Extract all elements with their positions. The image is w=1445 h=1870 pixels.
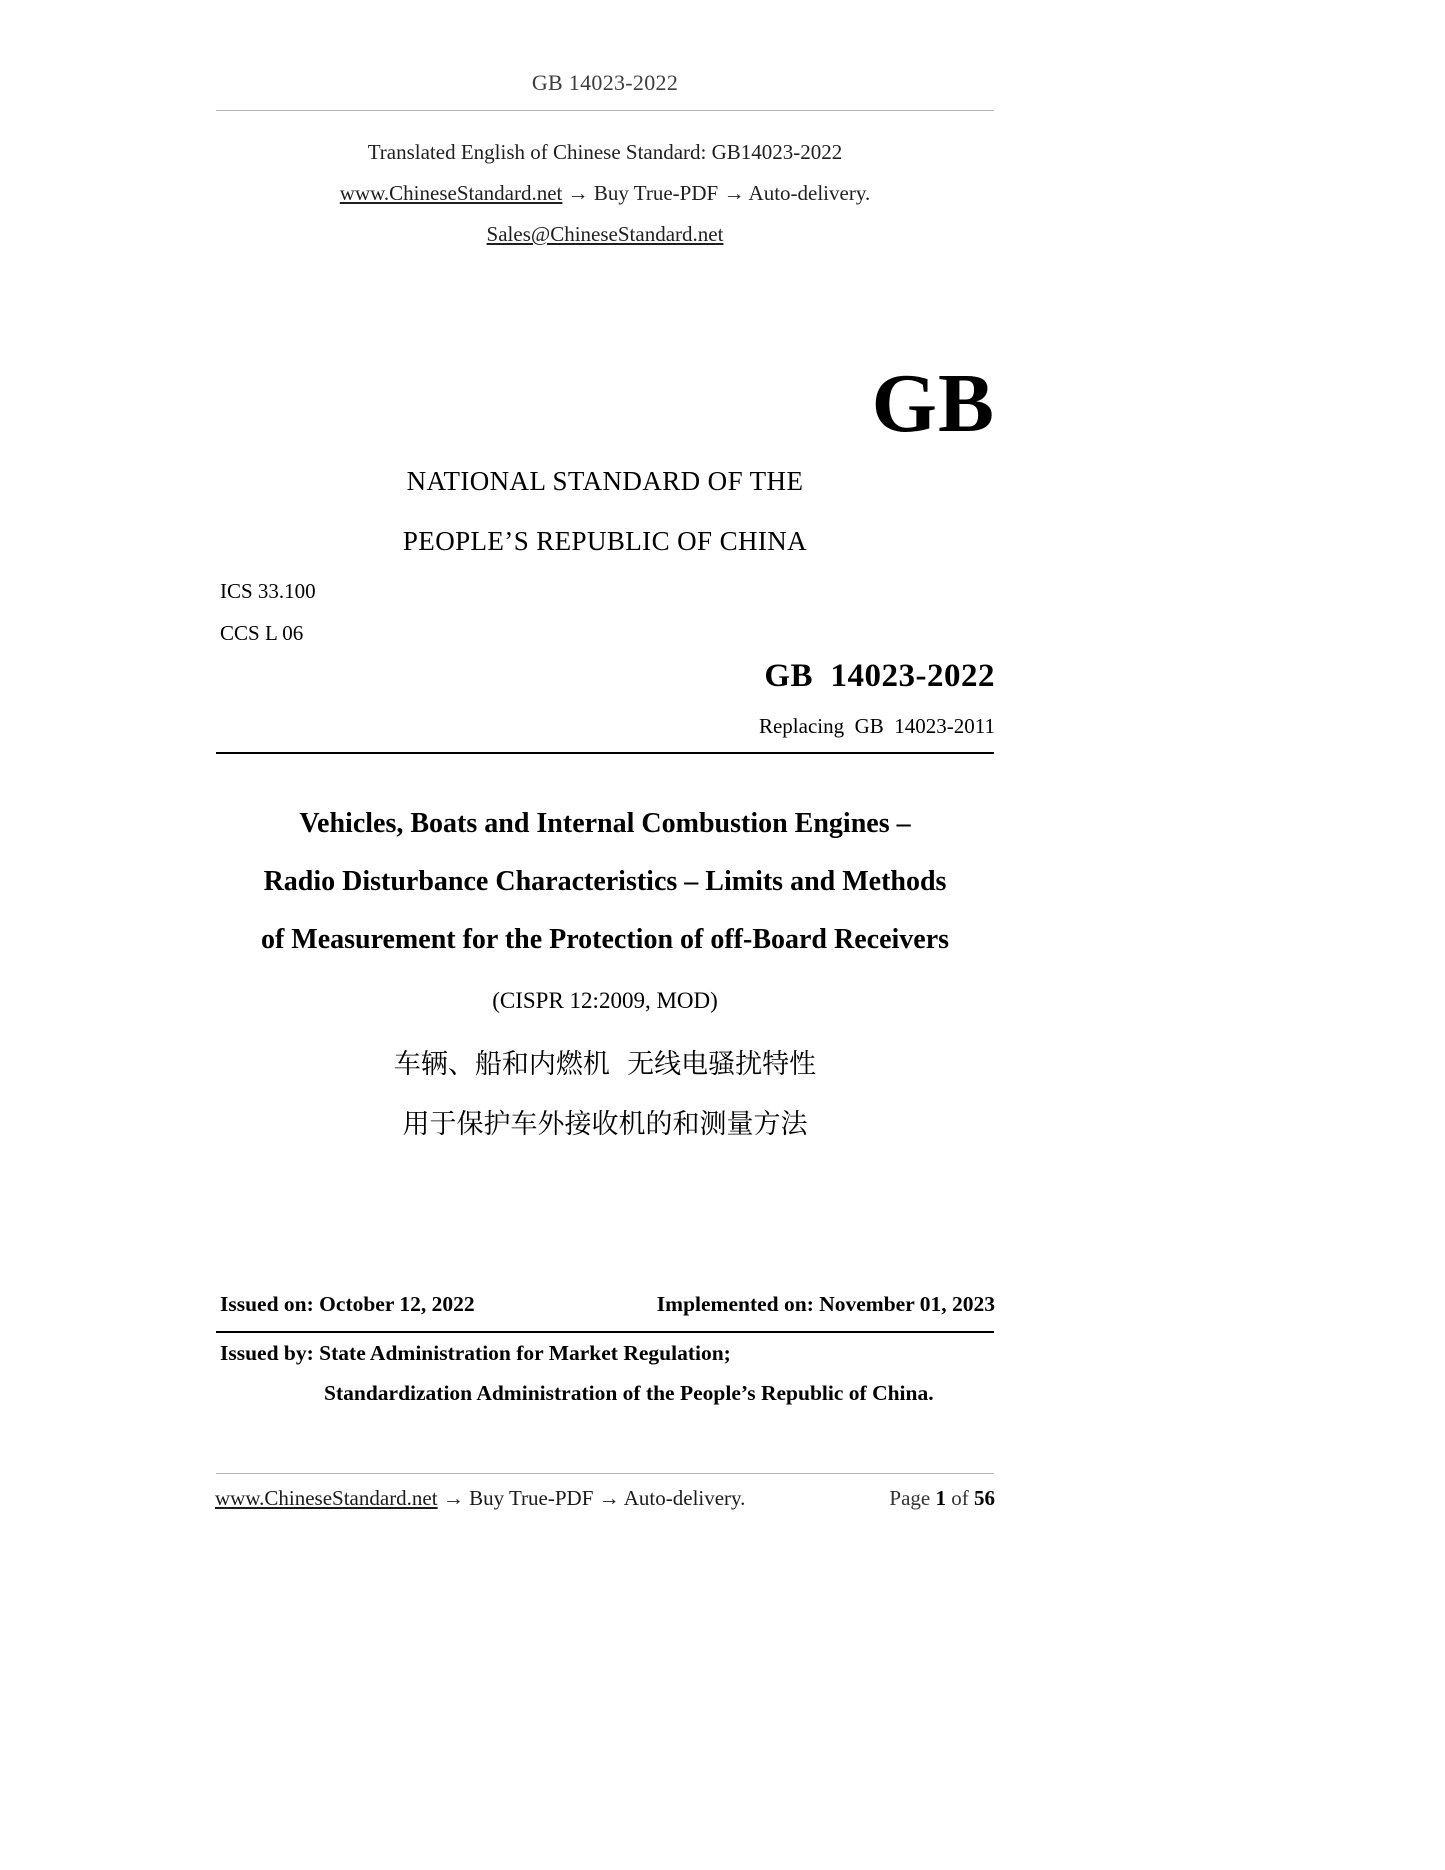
page-header-code: GB 14023-2022: [531, 70, 679, 95]
banner-email-line: [215, 222, 995, 247]
banner-buy-text: Buy True-PDF: [593, 181, 719, 205]
title-en-line1: Vehicles, Boats and Internal Combustion Engines –: [299, 808, 911, 839]
header-divider: [216, 110, 994, 111]
footer-delivery-text: Auto-delivery.: [623, 1486, 746, 1510]
site-link[interactable]: www.ChineseStandard.net: [339, 181, 563, 205]
footer-site-link[interactable]: www.ChineseStandard.net: [215, 1486, 438, 1510]
title-en-line2: Radio Disturbance Characteristics – Limits and Methods: [263, 866, 947, 897]
replacing-note: Replacing GB 14023-2011: [758, 714, 995, 738]
banner-translated-line: Translated English of Chinese Standard: GB14023-2022: [367, 140, 843, 164]
cispr-note: (CISPR 12:2009, MOD): [492, 988, 718, 1013]
national-standard-line2: PEOPLE’S REPUBLIC OF CHINA: [402, 526, 808, 556]
email-link[interactable]: Sales@ChineseStandard.net: [486, 222, 724, 246]
implemented-on-label: Implemented on: November 01, 2023: [656, 1292, 995, 1316]
standard-code: GB 14023-2022: [764, 658, 995, 694]
footer: [215, 1486, 995, 1511]
ics-code: ICS 33.100: [220, 579, 316, 603]
page-number: 1: [935, 1486, 946, 1510]
banner-delivery-text: Auto-delivery.: [748, 181, 871, 205]
page-indicator: [889, 1486, 995, 1511]
arrow-icon: →: [598, 1486, 620, 1510]
gb-mark: GB: [871, 357, 995, 450]
banner-link-line: [215, 181, 995, 206]
issued-by-line2: Standardization Administration of the People’s Republic of China.: [324, 1381, 934, 1405]
issued-on-label: Issued on: October 12, 2022: [220, 1292, 475, 1316]
page-label: Page: [889, 1486, 931, 1510]
national-standard-line1: NATIONAL STANDARD OF THE: [406, 466, 804, 496]
arrow-icon: →: [442, 1486, 464, 1510]
footer-buy-text: Buy True-PDF: [469, 1486, 594, 1510]
page-total: 56: [974, 1486, 995, 1510]
title-divider: [216, 752, 994, 754]
title-zh-line1: 车辆、船和内燃机 无线电骚扰特性: [393, 1049, 817, 1080]
issue-divider: [216, 1331, 994, 1333]
title-en-line3: of Measurement for the Protection of off-Board Receivers: [260, 924, 950, 955]
arrow-icon: →: [567, 181, 589, 205]
of-label: of: [951, 1486, 969, 1510]
footer-divider: [216, 1473, 994, 1474]
title-zh-line2: 用于保护车外接收机的和测量方法: [402, 1109, 808, 1140]
issued-by-line1: Issued by: State Administration for Market Regulation;: [220, 1341, 731, 1365]
issue-row: [220, 1292, 995, 1317]
footer-left: [215, 1486, 745, 1511]
ccs-code: CCS L 06: [220, 621, 304, 645]
arrow-icon: →: [723, 181, 745, 205]
